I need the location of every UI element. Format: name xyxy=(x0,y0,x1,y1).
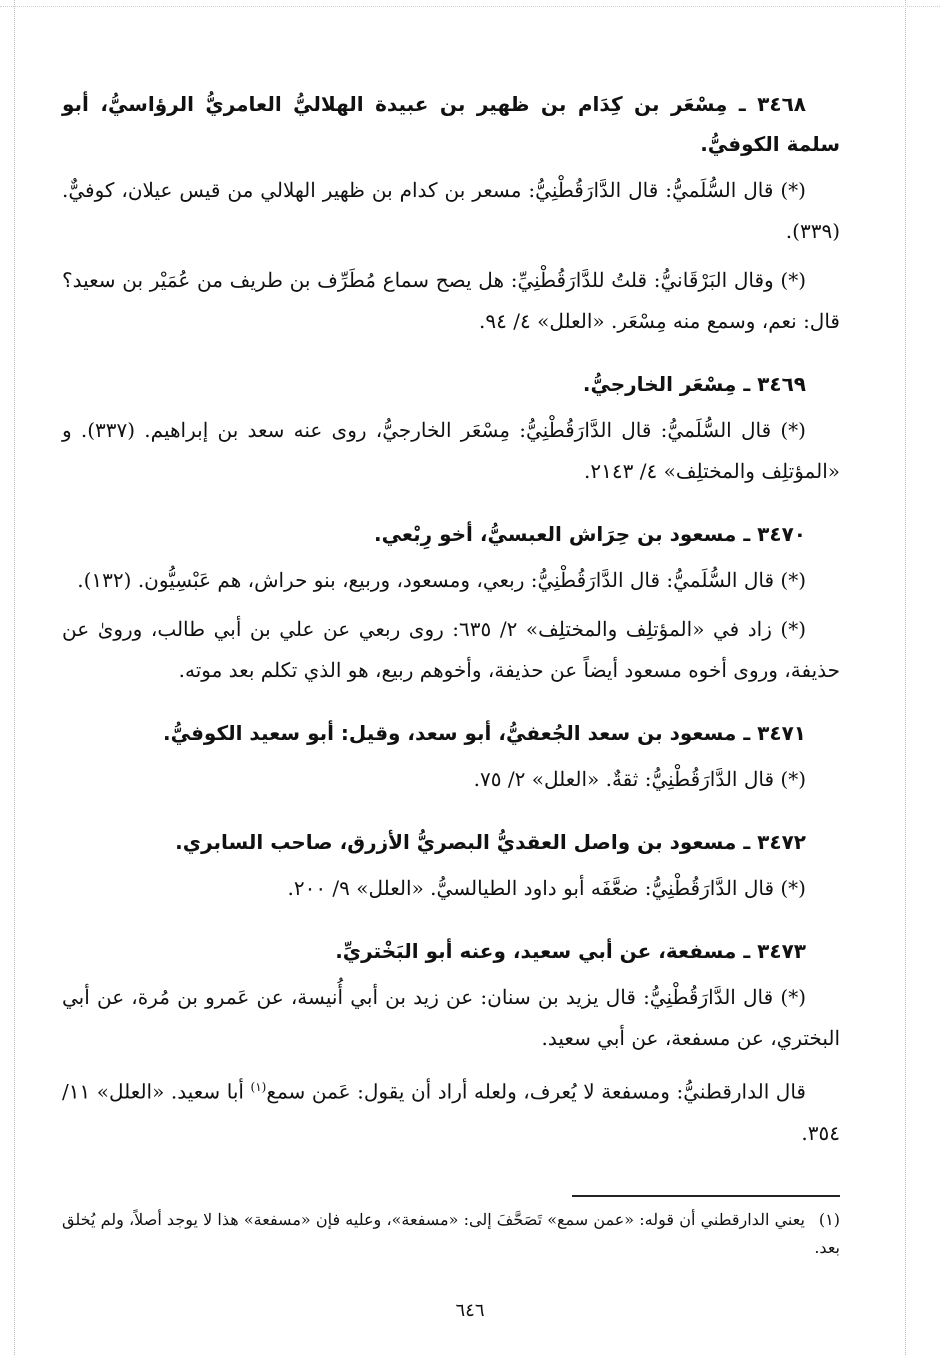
scan-guide-top xyxy=(0,6,940,7)
entry-paragraph: (*) قال الدَّارَقُطْنِيُّ: ثقةٌ. «العلل» ٢/ ٧٥. xyxy=(473,767,806,791)
entry-heading: ٣٤٧٠ ـ مسعود بن حِرَاش العبسيُّ، أخو رِبْعي. xyxy=(373,522,806,546)
footnote-text: يعني الدارقطني أن قوله: «عمن سمع» تَصَحَّفَ إلى: «مسفعة»، وعليه فإن «مسفعة» هذا لا يوجد أصلاً، ولم يُخلق بعد. xyxy=(62,1210,840,1257)
scan-guide-left xyxy=(14,0,15,1355)
entry-paragraph-with-note xyxy=(62,1067,840,1154)
scan-guide-right xyxy=(905,0,906,1355)
entry-heading: ٣٤٧١ ـ مسعود بن سعد الجُعفيُّ، أبو سعد، وقيل: أبو سعيد الكوفيُّ. xyxy=(163,721,806,745)
page-number: ٦٤٦ xyxy=(455,1300,485,1321)
note-paragraph-after: أبا سعيد. «العلل» ١١/ ٣٥٤. xyxy=(62,1079,840,1145)
entry-paragraph: (*) قال السُّلَميُّ: قال الدَّارَقُطْنِيُّ: مسعر بن كدام بن ظهير الهلالي من قيس عيلان، كوفيٌّ. (٣٣٩). xyxy=(62,178,840,243)
entry-paragraph: (*) قال الدَّارَقُطْنِيُّ: قال يزيد بن سنان: عن زيد بن أبي أُنيسة، عن عَمرو بن مُرة، عن أبي البختري، عن مسفعة، عن أبي سعيد. xyxy=(62,985,840,1050)
entry-heading: ٣٤٦٩ ـ مِسْعَر الخارجيُّ. xyxy=(582,372,806,396)
entry-heading: ٣٤٧٢ ـ مسعود بن واصل العقديُّ البصريُّ الأزرق، صاحب السابري. xyxy=(175,830,806,854)
entry-paragraph: (*) وقال البَرْقَانيُّ: قلتُ للدَّارَقُطْنِيِّ: هل يصح سماع مُطَرِّف بن طريف من عُمَيْر بن سعيد؟ قال: نعم، وسمع منه مِسْعَر. «العلل» ٤/ ٩٤. xyxy=(62,268,840,333)
entry-paragraph: (*) قال السُّلَميُّ: قال الدَّارَقُطْنِيُّ: ربعي، ومسعود، وربيع، بنو حراش، هم عَبْسِيُّون. (١٣٢). xyxy=(77,568,806,592)
entry-paragraph: (*) قال السُّلَميُّ: قال الدَّارَقُطْنِيُّ: مِسْعَر الخارجيُّ، روى عنه سعد بن إبراهيم. (٣٣٧). و «المؤتلِف والمختلِف» ٤/ ٢١٤٣. xyxy=(62,418,840,483)
note-paragraph-before: قال الدارقطنيُّ: ومسفعة لا يُعرف، ولعله أراد أن يقول: عَمن سمع xyxy=(266,1079,806,1104)
entry-paragraph: (*) قال الدَّارَقُطْنِيُّ: ضعَّفَه أبو داود الطيالسيُّ. «العلل» ٩/ ٢٠٠. xyxy=(287,876,806,900)
footnote xyxy=(62,1206,840,1262)
page-body xyxy=(62,84,840,1162)
entry-heading: ٣٤٦٨ ـ مِسْعَر بن كِدَام بن ظهير بن عبيدة الهلاليُّ العامريُّ الرؤاسيُّ، أبو سلمة الكوفيُّ. xyxy=(62,92,840,156)
footnote-reference[interactable]: (١) xyxy=(250,1080,267,1094)
footnote-separator xyxy=(572,1195,840,1197)
footnote-number: (١) xyxy=(818,1210,841,1229)
entry-heading: ٣٤٧٣ ـ مسفعة، عن أبي سعيد، وعنه أبو البَخْتريِّ. xyxy=(335,939,806,963)
entry-paragraph: (*) زاد في «المؤتلِف والمختلِف» ٢/ ٦٣٥: روى ربعي عن علي بن أبي طالب، وروىٰ عن حذيفة، وروى أخوه مسعود أيضاً عن حذيفة، وأخوهم ربيع، هو الذي تكلم بعد موته. xyxy=(62,617,840,682)
